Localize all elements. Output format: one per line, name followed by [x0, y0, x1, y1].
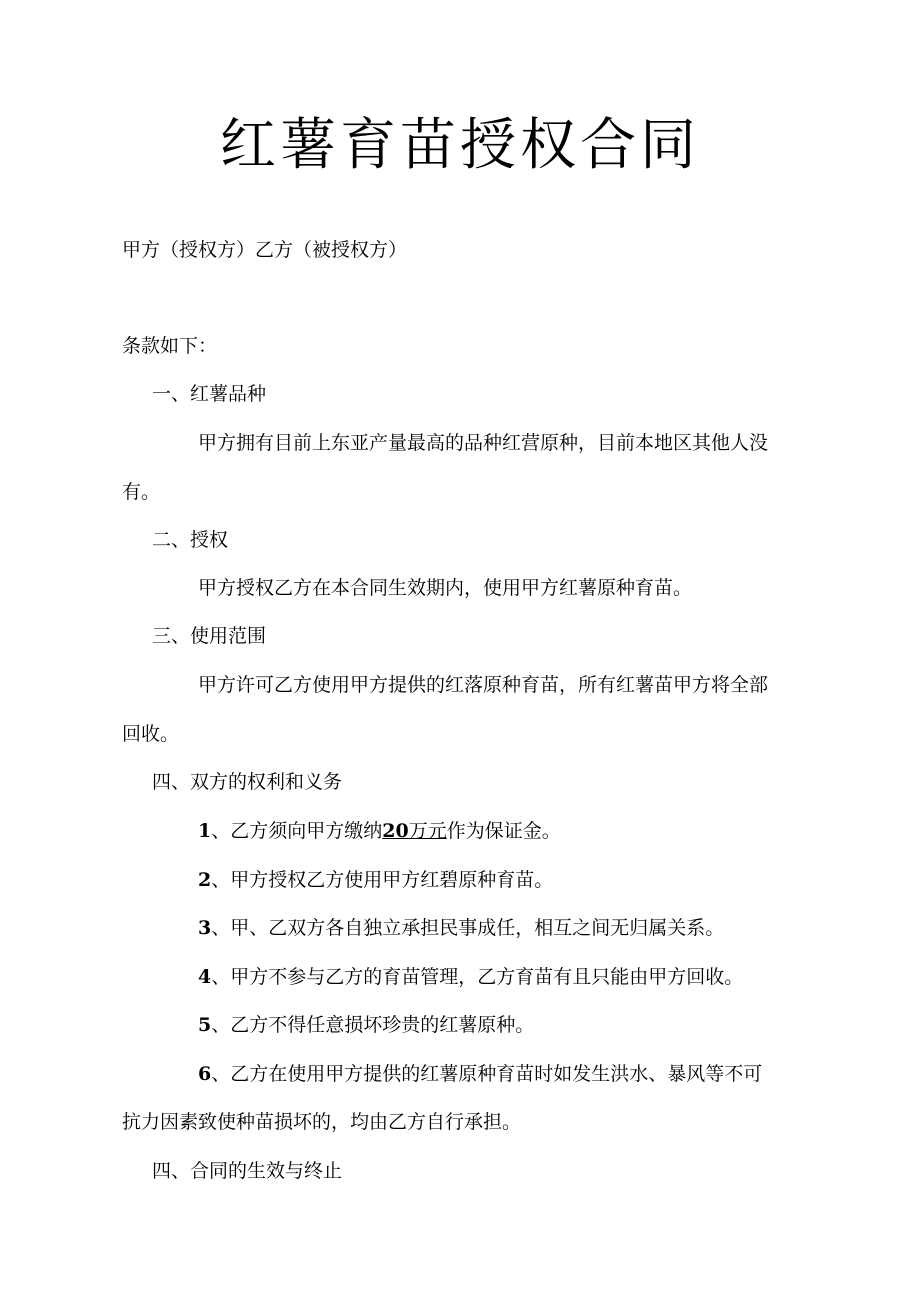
item-number: 4	[198, 966, 212, 988]
obligation-item-1	[198, 817, 561, 845]
item-number: 5	[198, 1014, 212, 1036]
obligation-item-6	[198, 1060, 762, 1088]
item-number: 3	[198, 917, 212, 939]
item-text-after: 作为保证金。	[446, 820, 561, 842]
intro-line: 条款如下：	[122, 335, 218, 357]
section-1-heading: 一、红薯品种	[152, 383, 267, 405]
document-title: 红薯育苗授权合同	[220, 113, 700, 178]
section-5-heading: 四、合同的生效与终止	[152, 1160, 343, 1182]
section-3-body-line1: 甲方许可乙方使用甲方提供的红落原种育苗，所有红薯苗甲方将全部	[198, 674, 769, 696]
item-text: 、乙方在使用甲方提供的红薯原种育苗时如发生洪水、暴风等不可	[211, 1063, 763, 1085]
item-text: 、乙方须向甲方缴纳	[211, 820, 383, 842]
section-1-body-line1: 甲方拥有目前上东亚产量最高的品种红营原种，目前本地区其他人没	[198, 432, 769, 454]
section-3-body-line2: 回收。	[122, 723, 180, 745]
obligation-item-3	[198, 914, 724, 942]
obligation-item-6-line2: 抗力因素致使种苗损坏的，均由乙方自行承担。	[122, 1111, 522, 1133]
obligation-item-4	[198, 963, 743, 991]
item-number: 1	[198, 820, 212, 842]
item-number: 6	[198, 1063, 212, 1085]
section-3-heading: 三、使用范围	[152, 625, 267, 647]
item-text: 、乙方不得任意损坏珍贵的红薯原种。	[211, 1014, 535, 1036]
section-1-body-line2: 有。	[122, 481, 161, 503]
deposit-amount	[382, 820, 446, 842]
parties-line: 甲方（授权方）乙方（被授权方）	[122, 239, 408, 261]
deposit-unit: 万元	[408, 820, 447, 842]
obligation-item-2	[198, 866, 553, 894]
item-text: 、甲方授权乙方使用甲方红碧原种育苗。	[211, 869, 554, 891]
item-number: 2	[198, 869, 212, 891]
item-text: 、甲、乙双方各自独立承担民事成任，相互之间无归属关系。	[211, 917, 725, 939]
section-2-body: 甲方授权乙方在本合同生效期内，使用甲方红薯原种育苗。	[198, 577, 693, 599]
deposit-number: 20	[382, 820, 409, 842]
obligation-item-5	[198, 1011, 534, 1039]
section-4-heading: 四、双方的权利和义务	[152, 771, 343, 793]
section-2-heading: 二、授权	[152, 529, 229, 551]
item-text: 、甲方不参与乙方的育苗管理，乙方育苗有且只能由甲方回收。	[211, 966, 744, 988]
